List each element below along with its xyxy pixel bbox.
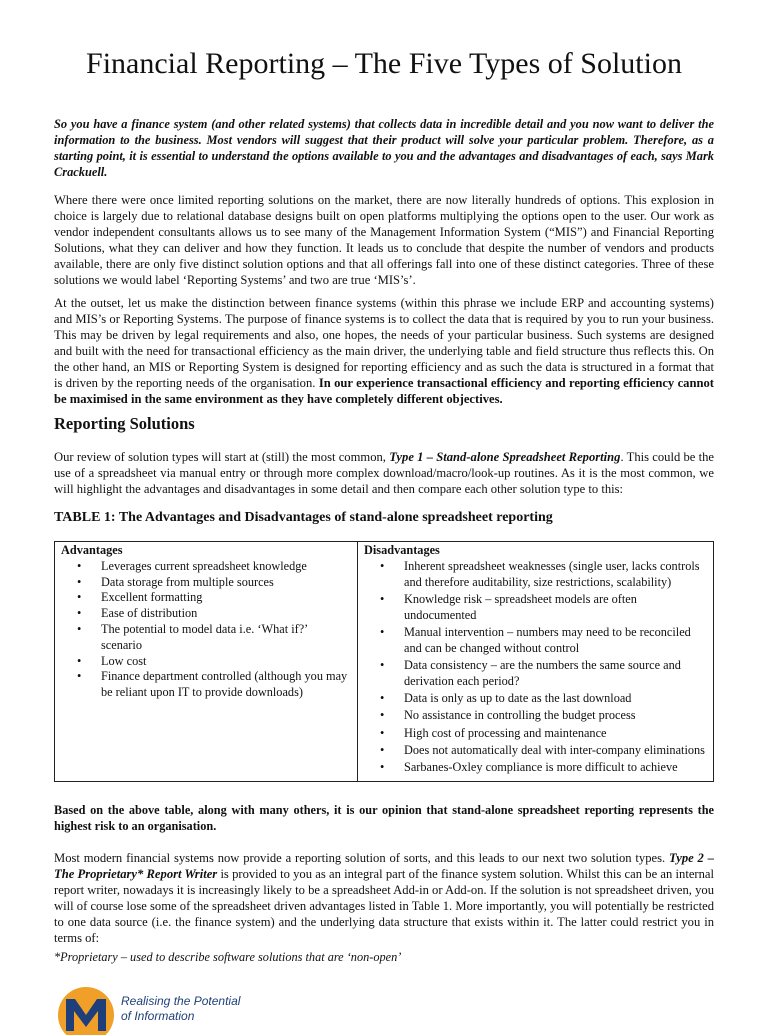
page-title: Financial Reporting – The Five Types of Solution (86, 47, 682, 80)
intro-paragraph: So you have a finance system (and other related systems) that collects data in incredible detail and you now want to deliver the information to the business. Most vendors will suggest that their product will solve your particular problem. Therefore, as a starting point, it is essential to understand the options available to you and the advantages and disadvantages of each, says Mark Crackuell. (54, 117, 714, 179)
disadvantages-cell (358, 542, 714, 782)
paragraph-type-1 (54, 449, 714, 497)
list-item: • No assistance in controlling the budget process (404, 708, 707, 724)
logo-tagline (121, 994, 240, 1024)
solution-type-1-label: Type 1 – Stand-alone Spreadsheet Reporting (389, 450, 621, 464)
advantages-cell (55, 542, 358, 782)
paragraph-text: . This could be the use of a spreadsheet via manual entry or through more complex download/macro/look-up routines. As it is the most common, we will highlight the advantages and disadvantages in some detail and then compare each other solution type to this: (54, 450, 715, 496)
paragraph-text: is provided to you as an integral part of the finance system solution. Whilst this can be an internal report writer, nowadays it is increasingly likely to be a spreadsheet Add-in or Add-on. If the solution is not spreadsheet driven, you will of course lose some of the spreadsheet driven advantages listed in Table 1. More importantly, you will potentially be restricted to one data source (i.e. the finance system) and the underlying data structure that exists within it. The latter could restrict you in terms of: (54, 867, 714, 945)
list-item: • Leverages current spreadsheet knowledge (101, 559, 351, 575)
list-item: • Excellent formatting (101, 590, 351, 606)
section-heading: Reporting Solutions (54, 414, 195, 433)
list-item: • Ease of distribution (101, 606, 351, 622)
list-item: • Inherent spreadsheet weaknesses (single user, lacks controls and therefore auditability, size restrictions, scalability) (404, 559, 707, 591)
footnote: *Proprietary – used to describe software solutions that are ‘non-open’ (54, 950, 402, 964)
list-item: • Manual intervention – numbers may need to be reconciled and can be changed without control (404, 625, 707, 657)
list-item: • Sarbanes-Oxley compliance is more difficult to achieve (404, 760, 707, 776)
list-item: • Does not automatically deal with inter-company eliminations (404, 743, 707, 759)
paragraph-text: At the outset, let us make the distinction between finance systems (within this phrase we include ERP and accounting systems) and MIS’s or Reporting Systems. The purpose of finance systems is to collect the data that is required by you to run your business. This may be driven by legal requirements and also, one hopes, the needs of your particular business. Such systems are designed and built with the need for transactional efficiency as the main driver, the underlying table and field structure thus reflects this. On the other hand, an MIS or Reporting System is designed for reporting efficiency and as such the data is structured in a format that is driven by the reporting needs of the organisation. (54, 296, 714, 390)
tagline-line: Realising the Potential (121, 994, 241, 1008)
tagline-line: of Information (121, 1009, 195, 1023)
company-logo-m-icon (56, 985, 116, 1035)
paragraph-emphasis: In our experience transactional efficiency and reporting efficiency cannot be maximised in the same environment as they have completely different objectives. (54, 376, 714, 406)
list-item: • The potential to model data i.e. ‘What if?’ scenario (101, 622, 351, 654)
paragraph-text: Our review of solution types will start at (still) the most common, (54, 450, 386, 464)
list-item: • Data storage from multiple sources (101, 575, 351, 591)
list-item: • Low cost (101, 654, 351, 670)
list-item: • Finance department controlled (although you may be reliant upon IT to provide downloads) (101, 669, 351, 701)
table-caption: TABLE 1: The Advantages and Disadvantages of stand-alone spreadsheet reporting (54, 510, 553, 525)
paragraph-finance-vs-mis (54, 295, 714, 407)
list-item: • Data consistency – are the numbers the same source and derivation each period? (404, 658, 707, 690)
paragraph-text: Most modern financial systems now provide a reporting solution of sorts, and this leads to our next two solution types. (54, 851, 666, 865)
paragraph-type-2 (54, 850, 714, 946)
table-row (55, 542, 714, 782)
disadvantages-list (364, 559, 707, 776)
list-item: • Data is only as up to date as the last download (404, 691, 707, 707)
list-item: • Knowledge risk – spreadsheet models are often undocumented (404, 592, 707, 624)
solution-type-2-label: Type 2 – The Proprietary* Report Writer (54, 851, 714, 881)
advantages-header: Advantages (61, 543, 123, 557)
paragraph-solutions-market: Where there were once limited reporting solutions on the market, there are now literally hundreds of options. This explosion in choice is largely due to relational database designs built on open platforms multiplying the options open to the user. Our work as vendor independent consultants allows us to see many of the Management Information System (“MIS”) and Financial Reporting Solutions, what they can deliver and how they function. It leads us to conclude that despite the number of vendors and products available, there are only five distinct solution options and that all offerings fall into one of these distinct categories. Three of these solutions we would label ‘Reporting Systems’ and two are true ‘MIS’s’. (54, 193, 714, 287)
list-item: • High cost of processing and maintenance (404, 726, 707, 742)
disadvantages-header: Disadvantages (364, 543, 440, 557)
advantages-table (54, 541, 714, 782)
advantages-list (61, 559, 351, 701)
paragraph-risk-opinion: Based on the above table, along with many others, it is our opinion that stand-alone spreadsheet reporting represents the highest risk to an organisation. (54, 803, 714, 833)
